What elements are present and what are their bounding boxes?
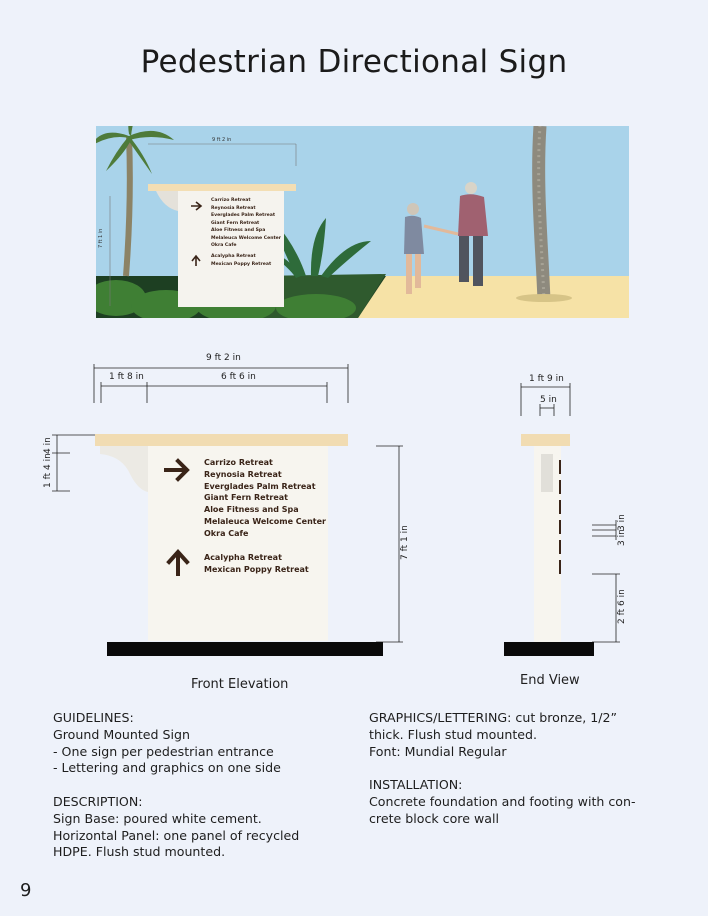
destination-text: Aloe Fitness and Spa <box>204 505 299 515</box>
destination-text: Mexican Poppy Retreat <box>204 564 309 574</box>
front-destinations-group1 <box>204 457 326 540</box>
front-elevation-caption: Front Elevation <box>191 677 289 692</box>
photo-sign-line: Aloe Fitness and Spa <box>211 228 266 233</box>
photo-sign-line: Okra Cafe <box>211 243 237 248</box>
end-right-dimensions <box>592 520 620 642</box>
front-top-thickness-label: 4 in <box>43 437 53 454</box>
description-heading: DESCRIPTION: <box>53 794 143 809</box>
description-line: Horizontal Panel: one panel of recycled <box>53 827 300 843</box>
front-left-dimensions <box>52 435 96 491</box>
photo-width-label: 9 ft 2 in <box>212 137 232 143</box>
rendering-illustration <box>96 126 629 318</box>
end-bracket <box>541 454 553 492</box>
end-view-caption: End View <box>520 673 580 688</box>
guidelines-line: - Lettering and graphics on one side <box>53 760 281 776</box>
front-base-footing <box>107 642 383 656</box>
photo-sign-line: Mexican Poppy Retreat <box>211 261 272 267</box>
photo-sign-line: Carrizo Retreat <box>211 198 251 203</box>
destination-text: Giant Fern Retreat <box>204 493 289 503</box>
sign-rendering-photo <box>96 126 629 318</box>
photo-sign-line: Acalypha Retreat <box>211 254 256 259</box>
end-top-panel <box>521 434 570 446</box>
installation-section <box>369 777 689 827</box>
photo-sign-destinations-group2 <box>211 253 271 268</box>
end-letter-spacing-b-label: 3 in <box>617 529 627 546</box>
photo-sign-line: Melaleuca Welcome Center <box>211 235 282 241</box>
end-base-width-label: 5 in <box>540 395 557 405</box>
front-overall-height-label: 7 ft 1 in <box>400 525 410 560</box>
graphics-line: GRAPHICS/LETTERING: cut bronze, 1/2” <box>369 710 617 725</box>
front-horizontal-dimensions <box>94 364 348 403</box>
palm-tree-right <box>539 126 544 301</box>
installation-line: Concrete foundation and footing with con- <box>369 793 636 809</box>
front-height-dimension <box>376 446 403 642</box>
destination-text: Carrizo Retreat <box>204 458 273 467</box>
front-total-width-label: 9 ft 2 in <box>206 353 241 363</box>
guidelines-line: - One sign per pedestrian entrance <box>53 743 274 759</box>
photo-height-label: 7 ft 1 in <box>98 228 104 248</box>
end-base-height-label: 2 ft 6 in <box>617 589 627 624</box>
end-base-footing <box>504 642 594 656</box>
destination-text: Reynosia Retreat <box>204 469 282 479</box>
destination-text: Melaleuca Welcome Center <box>204 516 326 526</box>
description-section <box>53 794 363 861</box>
installation-heading: INSTALLATION: <box>369 777 463 792</box>
guidelines-heading: GUIDELINES: <box>53 710 134 725</box>
photo-sign-line: Giant Fern Retreat <box>211 220 260 226</box>
guidelines-line: Ground Mounted Sign <box>53 726 191 742</box>
front-destinations-group2 <box>204 552 309 576</box>
destination-text: Everglades Palm Retreat <box>204 481 316 491</box>
description-line: HDPE. Flush stud mounted. <box>53 844 226 860</box>
photo-sign-line: Reynosia Retreat <box>211 205 256 211</box>
installation-line: crete block core wall <box>369 810 499 826</box>
graphics-line: Font: Mundial Regular <box>369 743 507 759</box>
photo-sign-top-panel <box>148 184 296 191</box>
graphics-line: thick. Flush stud mounted. <box>369 726 538 742</box>
front-panel-width-label: 6 ft 6 in <box>221 372 256 382</box>
page-number: 9 <box>20 880 32 901</box>
guidelines-section <box>53 710 363 777</box>
end-letter-spacing-a-label: 3 in <box>617 514 627 531</box>
description-line: Sign Base: poured white cement. <box>53 810 262 826</box>
photo-sign-line: Everglades Palm Retreat <box>211 213 276 218</box>
front-bracket-height-label: 1 ft 4 in <box>43 453 53 488</box>
front-bracket <box>100 446 148 492</box>
front-top-panel <box>95 434 348 446</box>
destination-text: Acalypha Retreat <box>204 553 282 562</box>
graphics-section <box>369 710 679 760</box>
end-top-width-label: 1 ft 9 in <box>529 374 564 384</box>
destination-text: Okra Cafe <box>204 528 249 538</box>
front-left-offset-label: 1 ft 8 in <box>109 372 144 382</box>
page-title: Pedestrian Directional Sign <box>140 44 568 80</box>
photo-sign-destinations-group1 <box>211 197 281 250</box>
